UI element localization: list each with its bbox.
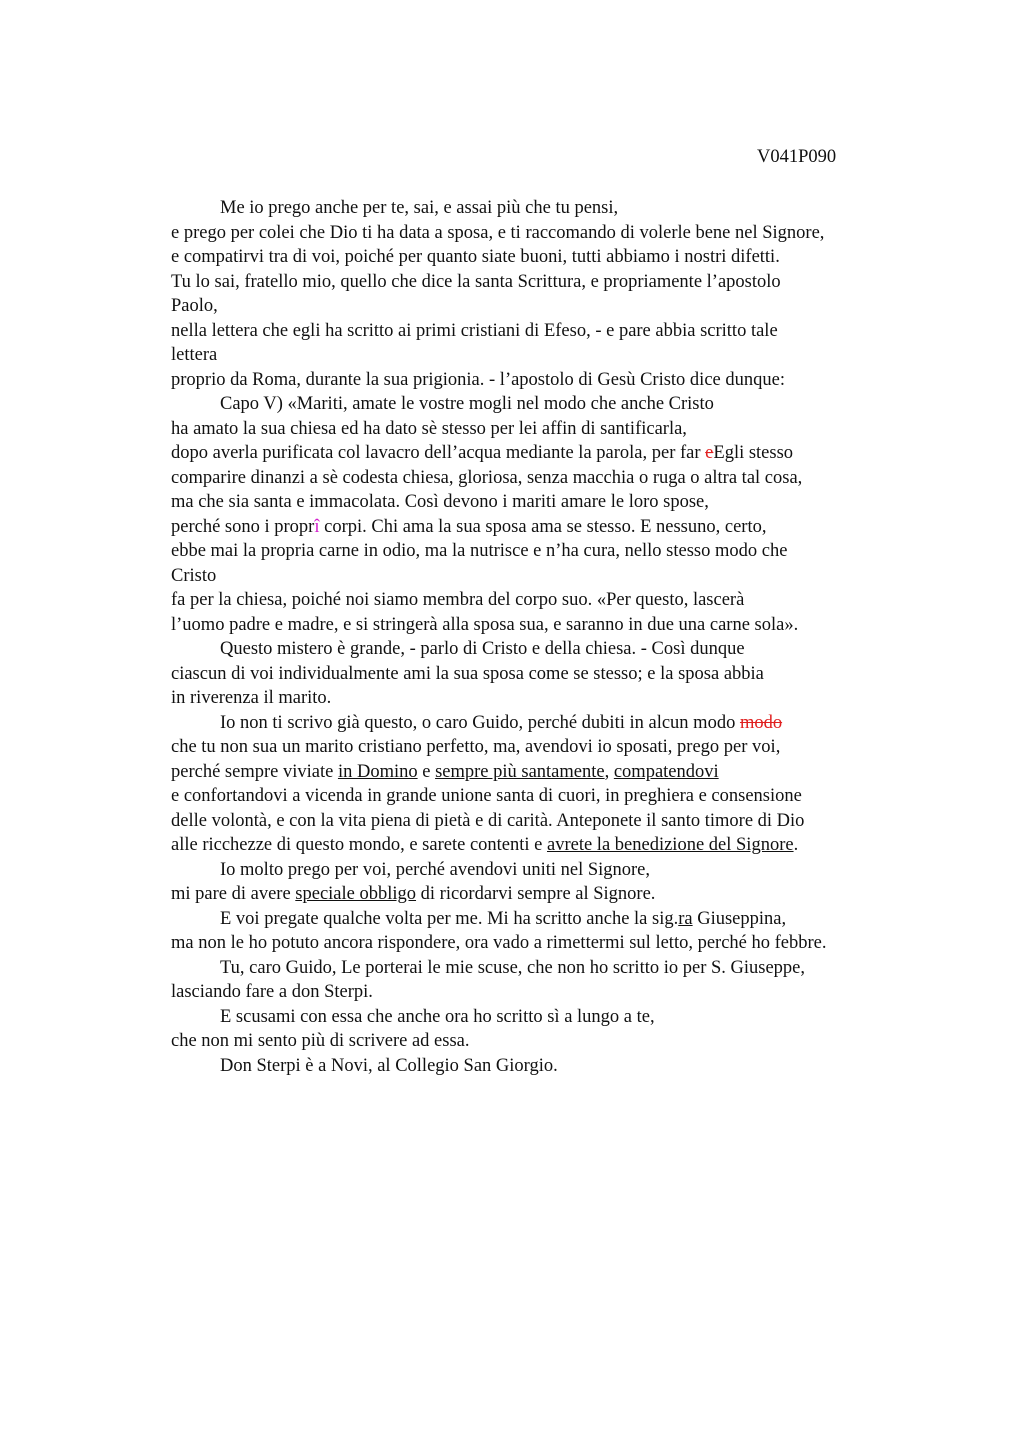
text-line (171, 711, 911, 736)
text-line: e prego per colei che Dio ti ha data a sposa, e ti raccomando di volerle bene nel Signore, (171, 222, 825, 243)
text-line: e confortandovi a vicenda in grande unione santa di cuori, in preghiera e consensione (171, 786, 802, 806)
text-line: nella lettera che egli ha scritto ai primi cristiani di Efeso, - e pare abbia scritto tale (171, 320, 778, 341)
text-line (171, 760, 911, 785)
underlined-text: in Domino (337, 761, 418, 782)
text-line: lasciando fare a don Sterpi. (171, 982, 373, 1002)
deleted-text: e (705, 443, 714, 463)
underlined-text: compatendovi (613, 761, 719, 782)
text-line: lettera (171, 345, 218, 365)
text-segment: perché sempre viviate (171, 761, 338, 782)
text-line (171, 882, 911, 907)
text-line: Capo V) «Mariti, amate le vostre mogli nel modo che anche Cristo (220, 394, 714, 414)
text-line: ha amato la sua chiesa ed ha dato sè stesso per lei affin di santificarla, (171, 418, 687, 439)
text-line: proprio da Roma, durante la sua prigionia. - l’apostolo di Gesù Cristo dice dunque: (171, 369, 785, 390)
text-segment: e (417, 761, 436, 782)
corrected-text: î (314, 516, 320, 537)
text-line: comparire dinanzi a sè codesta chiesa, gloriosa, senza macchia o ruga o altra tal cosa, (171, 467, 803, 488)
text-line: ciascun di voi individualmente ami la sua sposa come se stesso; e la sposa abbia (171, 663, 764, 684)
text-segment: corpi. Chi ama la sua sposa ama se stesso. E nessuno, certo, (319, 516, 767, 537)
text-line: ma non le ho potuto ancora rispondere, ora vado a rimettermi sul letto, perché ho febbre. (171, 933, 827, 953)
text-line (171, 441, 911, 466)
text-line: fa per la chiesa, poiché noi siamo membra del corpo suo. «Per questo, lascerà (171, 590, 745, 610)
text-line: E scusami con essa che anche ora ho scritto sì a lungo a te, (220, 1006, 655, 1027)
text-line: Io molto prego per voi, perché avendovi uniti nel Signore, (220, 859, 651, 880)
text-segment: Io non ti scrivo già questo, o caro Guido, perché dubiti in alcun modo (220, 712, 740, 733)
underlined-text: speciale obbligo (295, 884, 417, 904)
text-line: Tu lo sai, fratello mio, quello che dice la santa Scrittura, e propriamente l’apostolo (171, 271, 781, 292)
underlined-text: avrete la benedizione del Signore (547, 835, 794, 855)
text-line: e compatirvi tra di voi, poiché per quanto siate buoni, tutti abbiamo i nostri difetti. (171, 247, 780, 267)
text-line: delle volontà, e con la vita piena di pietà e di carità. Anteponete il santo timore di Dio (171, 810, 805, 831)
deleted-text: modo (739, 712, 783, 733)
text-segment: E voi pregate qualche volta per me. Mi ha scritto anche la sig. (220, 908, 679, 929)
text-segment: alle ricchezze di questo mondo, e sarete contenti e (171, 835, 547, 855)
text-line: ma che sia santa e immacolata. Così devono i mariti amare le loro spose, (171, 492, 709, 512)
text-segment: dopo averla purificata col lavacro dell’acqua mediante la parola, per far (171, 443, 706, 463)
letter-body (171, 196, 911, 1078)
text-line: Questo mistero è grande, - parlo di Cristo e della chiesa. - Così dunque (220, 639, 745, 659)
text-segment: Giuseppina, (692, 908, 787, 929)
text-line: Paolo, (171, 296, 218, 316)
text-line: l’uomo padre e madre, e si stringerà alla sposa sua, e saranno in due una carne sola». (171, 614, 799, 635)
text-line: Cristo (171, 565, 217, 586)
text-line: Don Sterpi è a Novi, al Collegio San Giorgio. (220, 1055, 558, 1076)
text-segment: Egli stesso (713, 443, 794, 463)
text-line: Tu, caro Guido, Le porterai le mie scuse, che non ho scritto io per S. Giuseppe, (220, 957, 806, 978)
text-line: Me io prego anche per te, sai, e assai più che tu pensi, (220, 198, 619, 218)
text-segment: di ricordarvi sempre al Signore. (416, 884, 656, 904)
underlined-text: sempre più santamente (435, 761, 605, 782)
text-segment: . (793, 835, 799, 855)
text-segment: mi pare di avere (171, 884, 296, 904)
text-line (171, 833, 911, 858)
text-line (171, 515, 911, 540)
text-segment: perché sono i propr (171, 516, 315, 537)
text-line: in riverenza il marito. (171, 688, 332, 708)
text-line: ebbe mai la propria carne in odio, ma la nutrisce e n’ha cura, nello stesso modo che (171, 541, 788, 561)
underlined-text: ra (678, 908, 693, 929)
text-line: che tu non sua un marito cristiano perfetto, ma, avendovi io sposati, prego per voi, (171, 737, 781, 757)
text-segment: , (604, 761, 614, 782)
text-line (171, 907, 911, 932)
text-line: che non mi sento più di scrivere ad essa. (171, 1031, 470, 1051)
page-id: V041P090 (757, 147, 837, 167)
